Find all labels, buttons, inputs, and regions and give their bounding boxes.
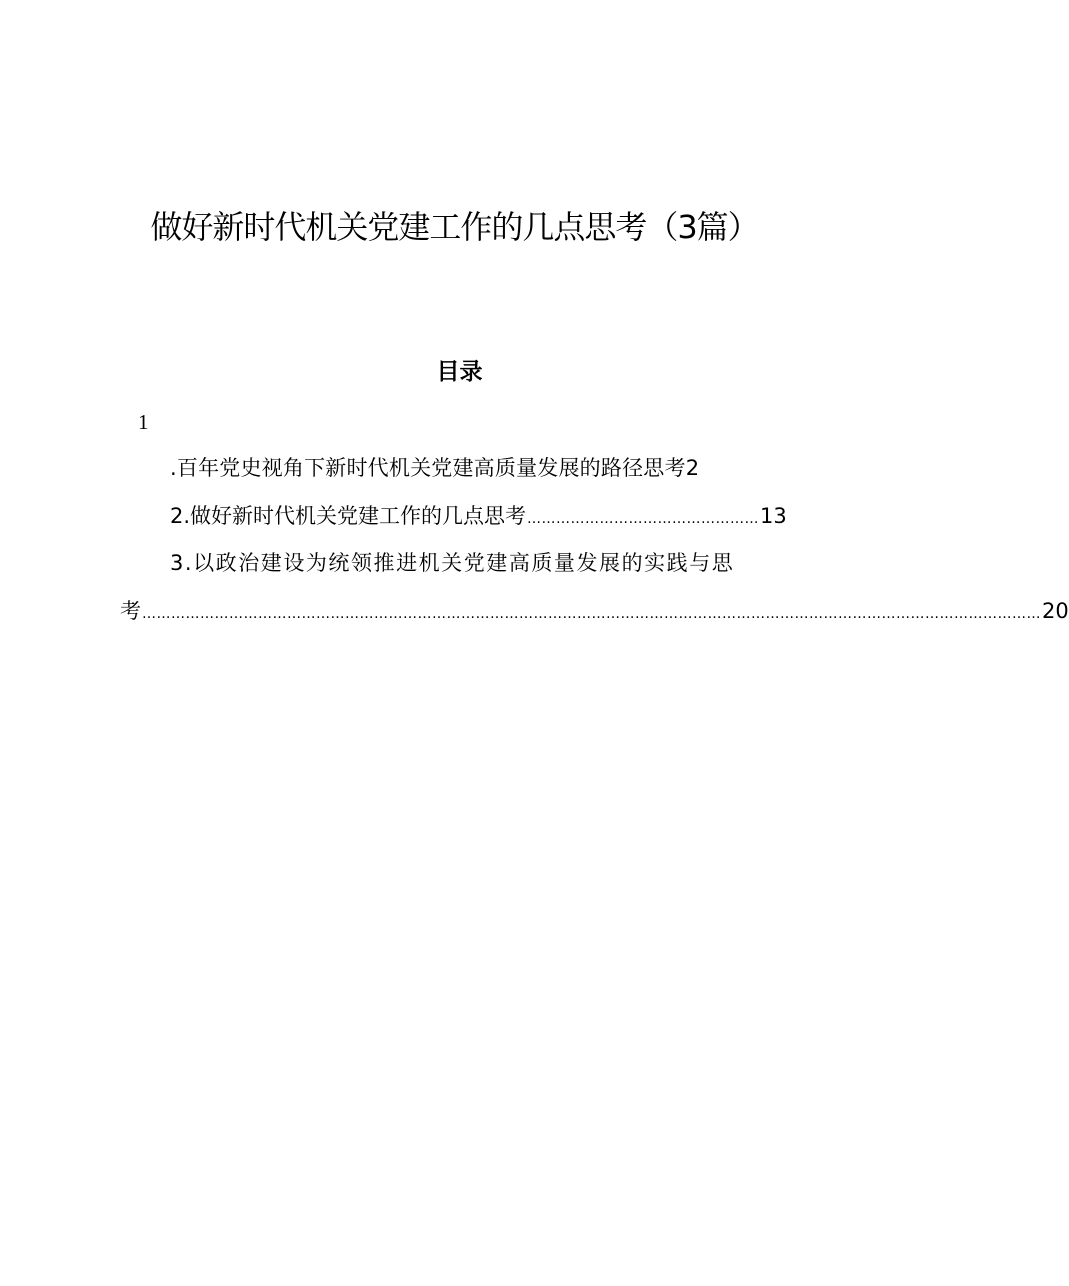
toc-orphan-number: 1 <box>138 410 149 434</box>
document-title: 做好新时代机关党建工作的几点思考（3篇） <box>150 208 759 246</box>
toc-entry-3-leader: …………………………………………………………………………………………………………………………………………………………………… <box>142 606 1041 622</box>
toc-entry-2-page: 13 <box>760 504 787 528</box>
toc-entry-2-leader: ………………………………………… <box>527 511 760 527</box>
toc-heading: 目录 <box>436 358 483 385</box>
toc-entry-1[interactable] <box>170 453 782 483</box>
toc-entry-3-line-1[interactable] <box>170 548 800 578</box>
toc-entry-2[interactable] <box>170 501 787 534</box>
toc-entry-1-page: 2 <box>685 456 700 480</box>
toc-entry-3-page: 20 <box>1042 599 1069 623</box>
toc-entry-1-title: .百年党史视角下新时代机关党建高质量发展的路径思考 <box>170 456 686 480</box>
toc-entry-2-title: 2.做好新时代机关党建工作的几点思考 <box>170 504 527 528</box>
toc-entry-3-line-2[interactable] <box>120 596 1069 629</box>
toc-entry-3-title-line-2: 考 <box>120 599 141 623</box>
toc-entry-3-title-line-1: 3.以政治建设为统领推进机关党建高质量发展的实践与思 <box>170 551 735 575</box>
